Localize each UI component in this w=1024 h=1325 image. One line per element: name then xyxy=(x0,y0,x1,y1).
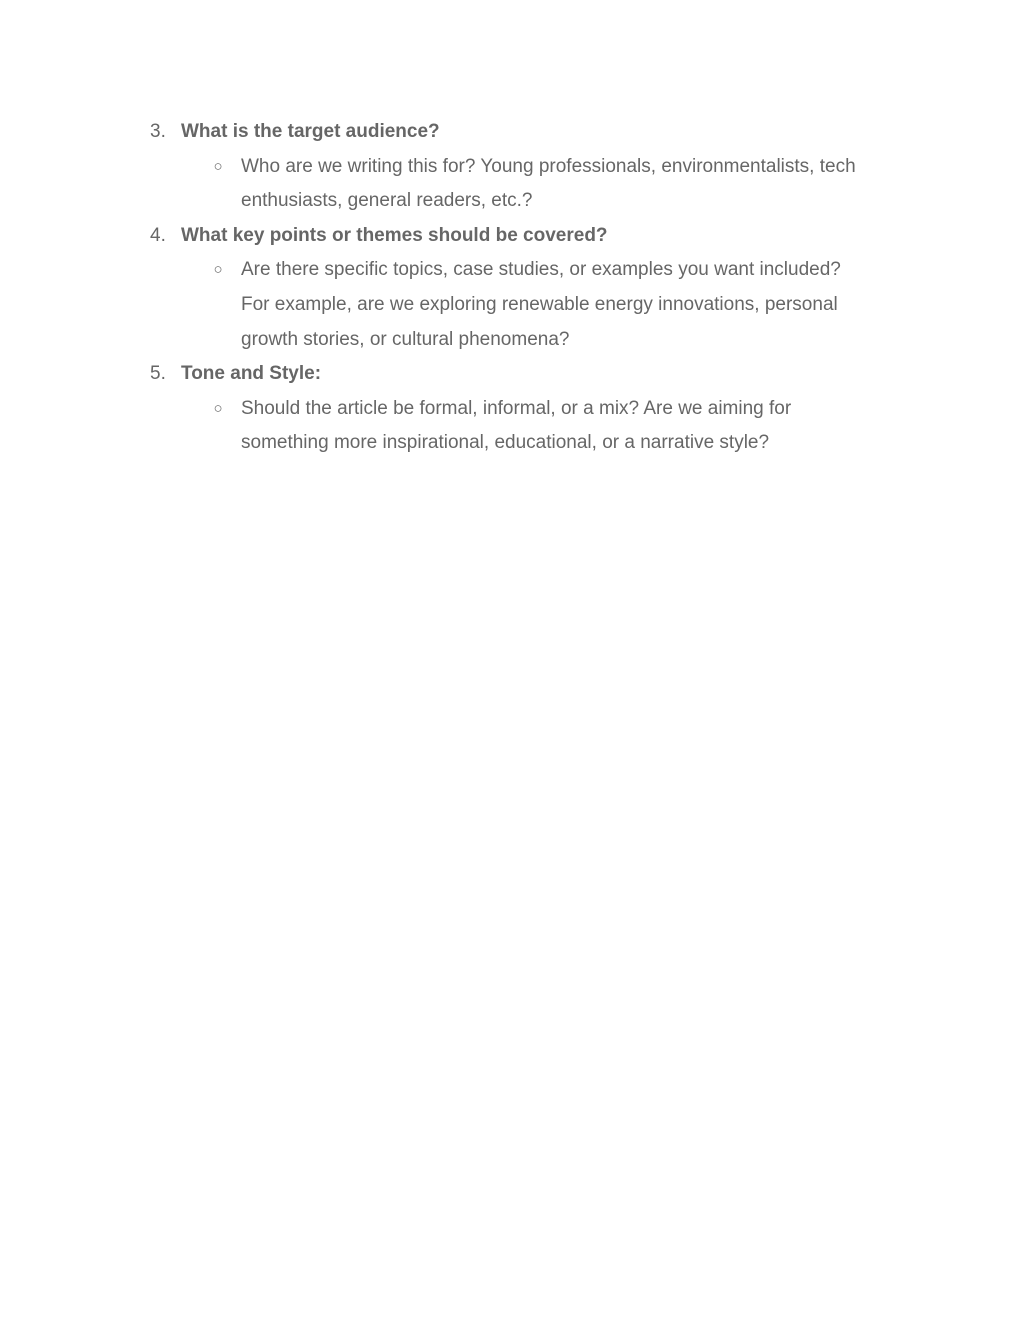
list-item-key-points xyxy=(150,219,910,357)
list-item-target-audience xyxy=(150,115,910,219)
item-title: Tone and Style: xyxy=(181,363,322,385)
sub-bullet-item xyxy=(150,392,910,461)
bullet-text-line: For example, are we exploring renewable energy innovations, personal xyxy=(241,293,838,315)
hollow-circle-bullet-icon: ○ xyxy=(213,399,223,417)
sub-bullet-item xyxy=(150,253,910,357)
bullet-text-line: Are there specific topics, case studies, or examples you want included? xyxy=(241,259,841,281)
bullet-text-line: Should the article be formal, informal, or a mix? Are we aiming for xyxy=(241,397,792,419)
hollow-circle-bullet-icon: ○ xyxy=(213,157,223,175)
sub-bullet-item xyxy=(150,150,910,219)
item-title: What is the target audience? xyxy=(181,121,440,142)
item-number: 4. xyxy=(150,224,166,246)
numbered-question-list xyxy=(150,115,910,461)
list-item-tone-and-style xyxy=(150,357,910,461)
item-number: 5. xyxy=(150,363,166,385)
bullet-text-line: Who are we writing this for? Young professionals, environmentalists, tech xyxy=(241,155,856,177)
item-title: What key points or themes should be covered? xyxy=(181,224,608,246)
bullet-text-line: enthusiasts, general readers, etc.? xyxy=(241,190,533,212)
sub-bullet-list xyxy=(150,150,910,219)
sub-bullet-list xyxy=(150,392,910,461)
hollow-circle-bullet-icon: ○ xyxy=(213,261,223,279)
bullet-text-line: something more inspirational, educational, or a narrative style? xyxy=(241,432,770,454)
bullet-text-line: growth stories, or cultural phenomena? xyxy=(241,328,570,350)
sub-bullet-list xyxy=(150,253,910,357)
item-number: 3. xyxy=(150,121,166,142)
